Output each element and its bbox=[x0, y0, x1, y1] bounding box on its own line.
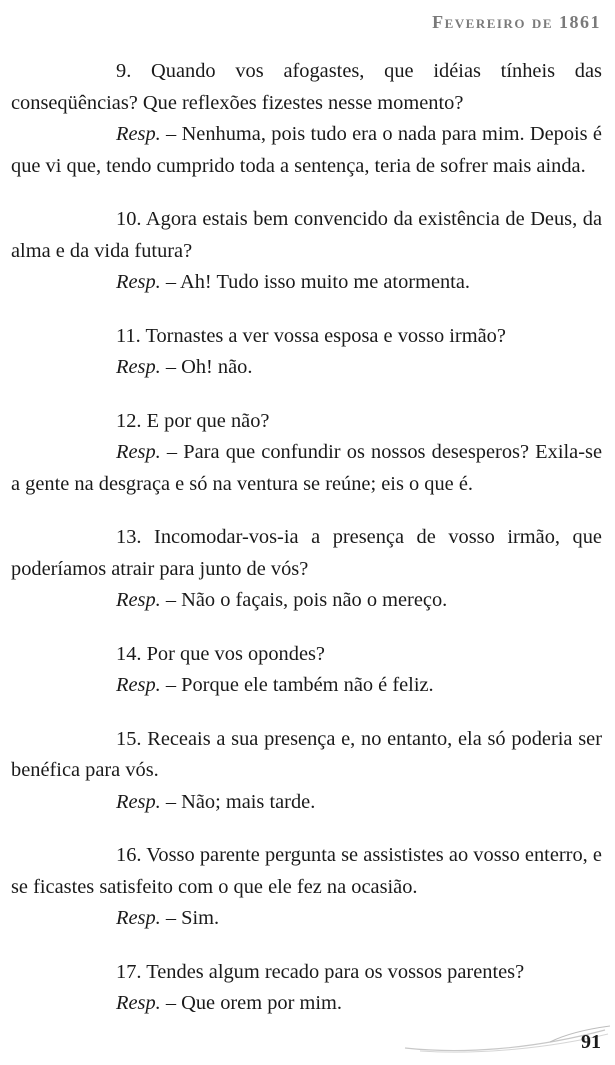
answer-text: – Não o façais, pois não o mereço. bbox=[160, 589, 448, 611]
resp-label: Resp. bbox=[116, 992, 161, 1014]
resp-label: Resp. bbox=[116, 907, 161, 929]
resp-label: Resp. bbox=[116, 441, 161, 463]
answer-paragraph bbox=[11, 437, 602, 500]
qa-entry-13 bbox=[11, 522, 602, 617]
question-text: 9. Quando vos afogastes, que idéias tínheis das conseqüências? Que reflexões fizestes nesse momento? bbox=[11, 60, 602, 114]
question-text: 13. Incomodar-vos-ia a presença de vosso irmão, que poderíamos atrair para junto de vós? bbox=[11, 526, 602, 580]
resp-label: Resp. bbox=[116, 589, 161, 611]
answer-paragraph bbox=[11, 352, 602, 384]
question-text: 17. Tendes algum recado para os vossos parentes? bbox=[116, 960, 525, 983]
question-text: 15. Receais a sua presença e, no entanto, ela só poderia ser benéfica para vós. bbox=[11, 727, 602, 781]
answer-paragraph bbox=[11, 585, 602, 617]
answer-text: – Ah! Tudo isso muito me atormenta. bbox=[160, 271, 470, 293]
question-text: 16. Vosso parente pergunta se assististes ao vosso enterro, e se ficastes satisfeito com o que ele fez na ocasião. bbox=[11, 844, 602, 898]
decorative-swoosh-icon bbox=[400, 1020, 610, 1060]
qa-entry-16 bbox=[11, 840, 602, 935]
page-number: 91 bbox=[581, 1031, 601, 1053]
answer-paragraph bbox=[11, 119, 602, 182]
qa-entry-11 bbox=[11, 321, 602, 384]
answer-text: – Sim. bbox=[160, 907, 220, 929]
answer-paragraph bbox=[11, 267, 602, 299]
resp-label: Resp. bbox=[116, 356, 161, 378]
answer-text: – Para que confundir os nossos desesperos? Exila-se a gente na desgraça e só na ventura se reúne; eis o que é. bbox=[11, 441, 602, 495]
qa-entry-17 bbox=[11, 957, 602, 1020]
answer-paragraph bbox=[11, 670, 602, 702]
resp-label: Resp. bbox=[116, 790, 161, 813]
qa-entry-15 bbox=[11, 724, 602, 819]
resp-label: Resp. bbox=[116, 123, 161, 145]
answer-text: – Oh! não. bbox=[160, 356, 253, 378]
answer-text: – Porque ele também não é feliz. bbox=[160, 674, 434, 696]
question-text: 10. Agora estais bem convencido da existência de Deus, da alma e da vida futura? bbox=[11, 208, 602, 262]
answer-text: – Que orem por mim. bbox=[160, 992, 342, 1014]
running-header: Fevereiro de 1861 bbox=[432, 12, 601, 32]
answer-text: – Não; mais tarde. bbox=[160, 790, 316, 813]
qa-entry-9 bbox=[11, 56, 602, 182]
page-body bbox=[11, 56, 602, 1042]
qa-entry-10 bbox=[11, 204, 602, 299]
question-text: 14. Por que vos opondes? bbox=[116, 642, 325, 665]
answer-paragraph bbox=[11, 787, 602, 819]
question-text: 12. E por que não? bbox=[116, 409, 270, 432]
resp-label: Resp. bbox=[116, 271, 161, 293]
answer-paragraph bbox=[11, 903, 602, 935]
answer-paragraph bbox=[11, 988, 602, 1020]
qa-entry-12 bbox=[11, 406, 602, 501]
resp-label: Resp. bbox=[116, 674, 161, 696]
qa-entry-14 bbox=[11, 639, 602, 702]
answer-text: – Nenhuma, pois tudo era o nada para mim. Depois é que vi que, tendo cumprido toda a sentença, teria de sofrer mais ainda. bbox=[11, 123, 602, 177]
question-text: 11. Tornastes a ver vossa esposa e vosso irmão? bbox=[116, 324, 506, 347]
